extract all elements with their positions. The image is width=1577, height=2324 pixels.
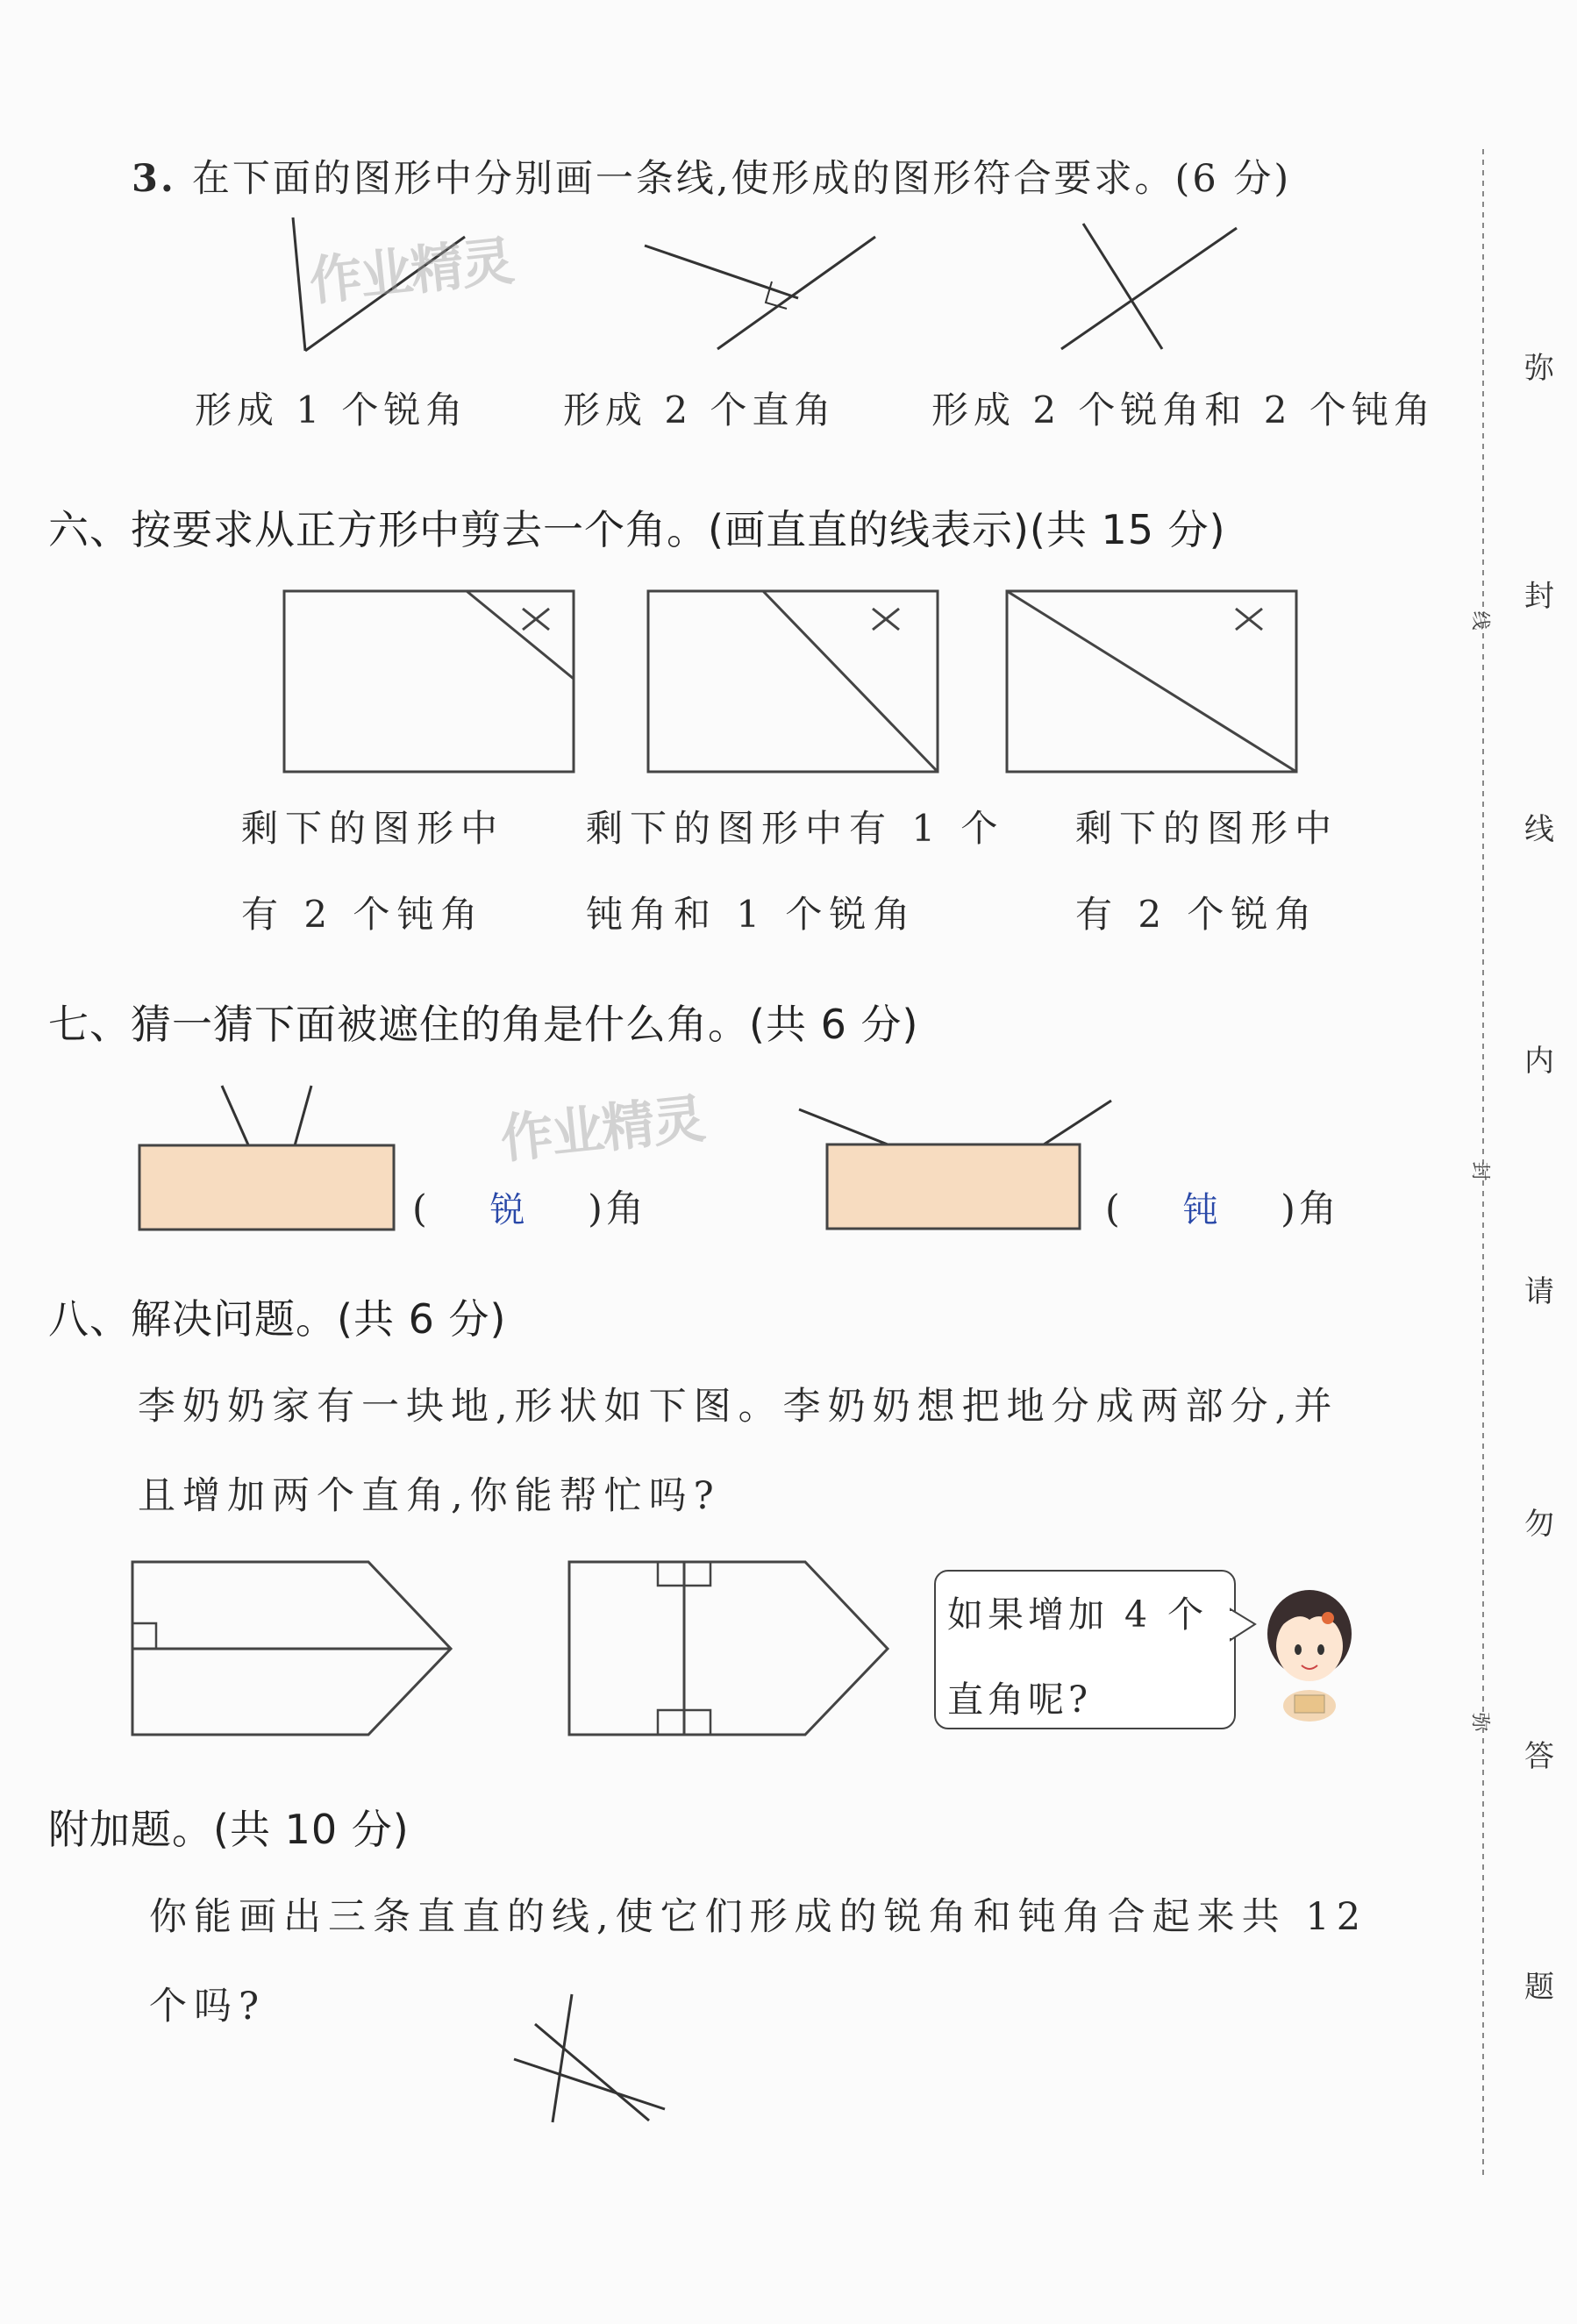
side-char-2: 封 <box>1524 579 1554 614</box>
q3-instruction: 在下面的图形中分别画一条线,使形成的图形符合要求。(6 分) <box>191 157 1292 201</box>
bubble-tail <box>1231 1605 1266 1649</box>
section6-square-3 <box>1005 589 1300 775</box>
section7-answer-2 <box>1105 1180 1340 1233</box>
bonus-title: 附加题。(共 10 分) <box>48 1806 410 1853</box>
section8-shape-1 <box>130 1559 463 1740</box>
paren-close: )角 <box>588 1187 647 1231</box>
bubble-line-1: 如果增加 4 个 <box>947 1593 1209 1636</box>
paren-open: ( <box>1105 1187 1124 1231</box>
answer-acute: 锐 <box>489 1190 529 1230</box>
q3-number: 3. <box>132 157 176 201</box>
section8-title: 八、解决问题。(共 6 分) <box>48 1295 507 1343</box>
side-small-char-1: 线 <box>1468 610 1491 631</box>
side-small-char-2: 封 <box>1468 1161 1491 1181</box>
q3-caption-2: 形成 2 个直角 <box>563 389 837 431</box>
side-char-1: 弥 <box>1524 351 1554 386</box>
section6-square-1 <box>282 589 577 775</box>
section7-figure-1 <box>136 1079 399 1237</box>
section6-caption-3b: 有 2 个锐角 <box>1075 893 1319 936</box>
side-char-5: 请 <box>1524 1274 1554 1309</box>
section6-caption-1a: 剩下的图形中 <box>241 807 505 850</box>
paren-close: )角 <box>1281 1187 1340 1231</box>
bubble-line-2: 直角呢? <box>947 1679 1092 1721</box>
section7-title: 七、猜一猜下面被遮住的角是什么角。(共 6 分) <box>48 1001 919 1048</box>
bonus-line-1: 你能画出三条直直的线,使它们形成的锐角和钝角合起来共 12 <box>149 1895 1368 1939</box>
section6-caption-3a: 剩下的图形中 <box>1075 807 1339 850</box>
q3-caption-1: 形成 1 个锐角 <box>195 389 468 431</box>
side-char-3: 线 <box>1524 812 1554 847</box>
q3-caption-3: 形成 2 个锐角和 2 个钝角 <box>931 389 1436 431</box>
section8-line-2: 且增加两个直角,你能帮忙吗? <box>138 1474 721 1518</box>
section8-line-1: 李奶奶家有一块地,形状如下图。李奶奶想把地分成两部分,并 <box>138 1385 1339 1429</box>
bonus-figure <box>509 1991 675 2131</box>
watermark-2: 作业精灵 <box>497 1088 707 1171</box>
side-char-8: 题 <box>1524 1970 1554 2005</box>
q3-text <box>132 149 1291 203</box>
q3-figure-3 <box>1053 219 1245 360</box>
side-small-char-3: 弥 <box>1468 1712 1491 1732</box>
q3-figure-2 <box>640 228 903 368</box>
girl-illustration <box>1261 1583 1358 1723</box>
bonus-line-2: 个吗? <box>149 1985 267 2028</box>
watermark-1: 作业精灵 <box>306 231 516 313</box>
section7-answer-1 <box>412 1180 647 1233</box>
section6-caption-2a: 剩下的图形中有 1 个 <box>586 807 1005 850</box>
answer-obtuse: 钝 <box>1182 1190 1222 1230</box>
side-char-4: 内 <box>1524 1044 1554 1079</box>
section6-square-2 <box>646 589 941 775</box>
paren-open: ( <box>412 1187 431 1231</box>
section6-caption-1b: 有 2 个钝角 <box>241 893 485 936</box>
section6-caption-2b: 钝角和 1 个锐角 <box>586 893 917 936</box>
section6-title: 六、按要求从正方形中剪去一个角。(画直直的线表示)(共 15 分) <box>48 506 1226 553</box>
side-char-6: 勿 <box>1524 1507 1554 1542</box>
section7-figure-2 <box>794 1092 1118 1241</box>
section8-shape-2 <box>567 1559 900 1740</box>
side-char-7: 答 <box>1524 1739 1554 1774</box>
